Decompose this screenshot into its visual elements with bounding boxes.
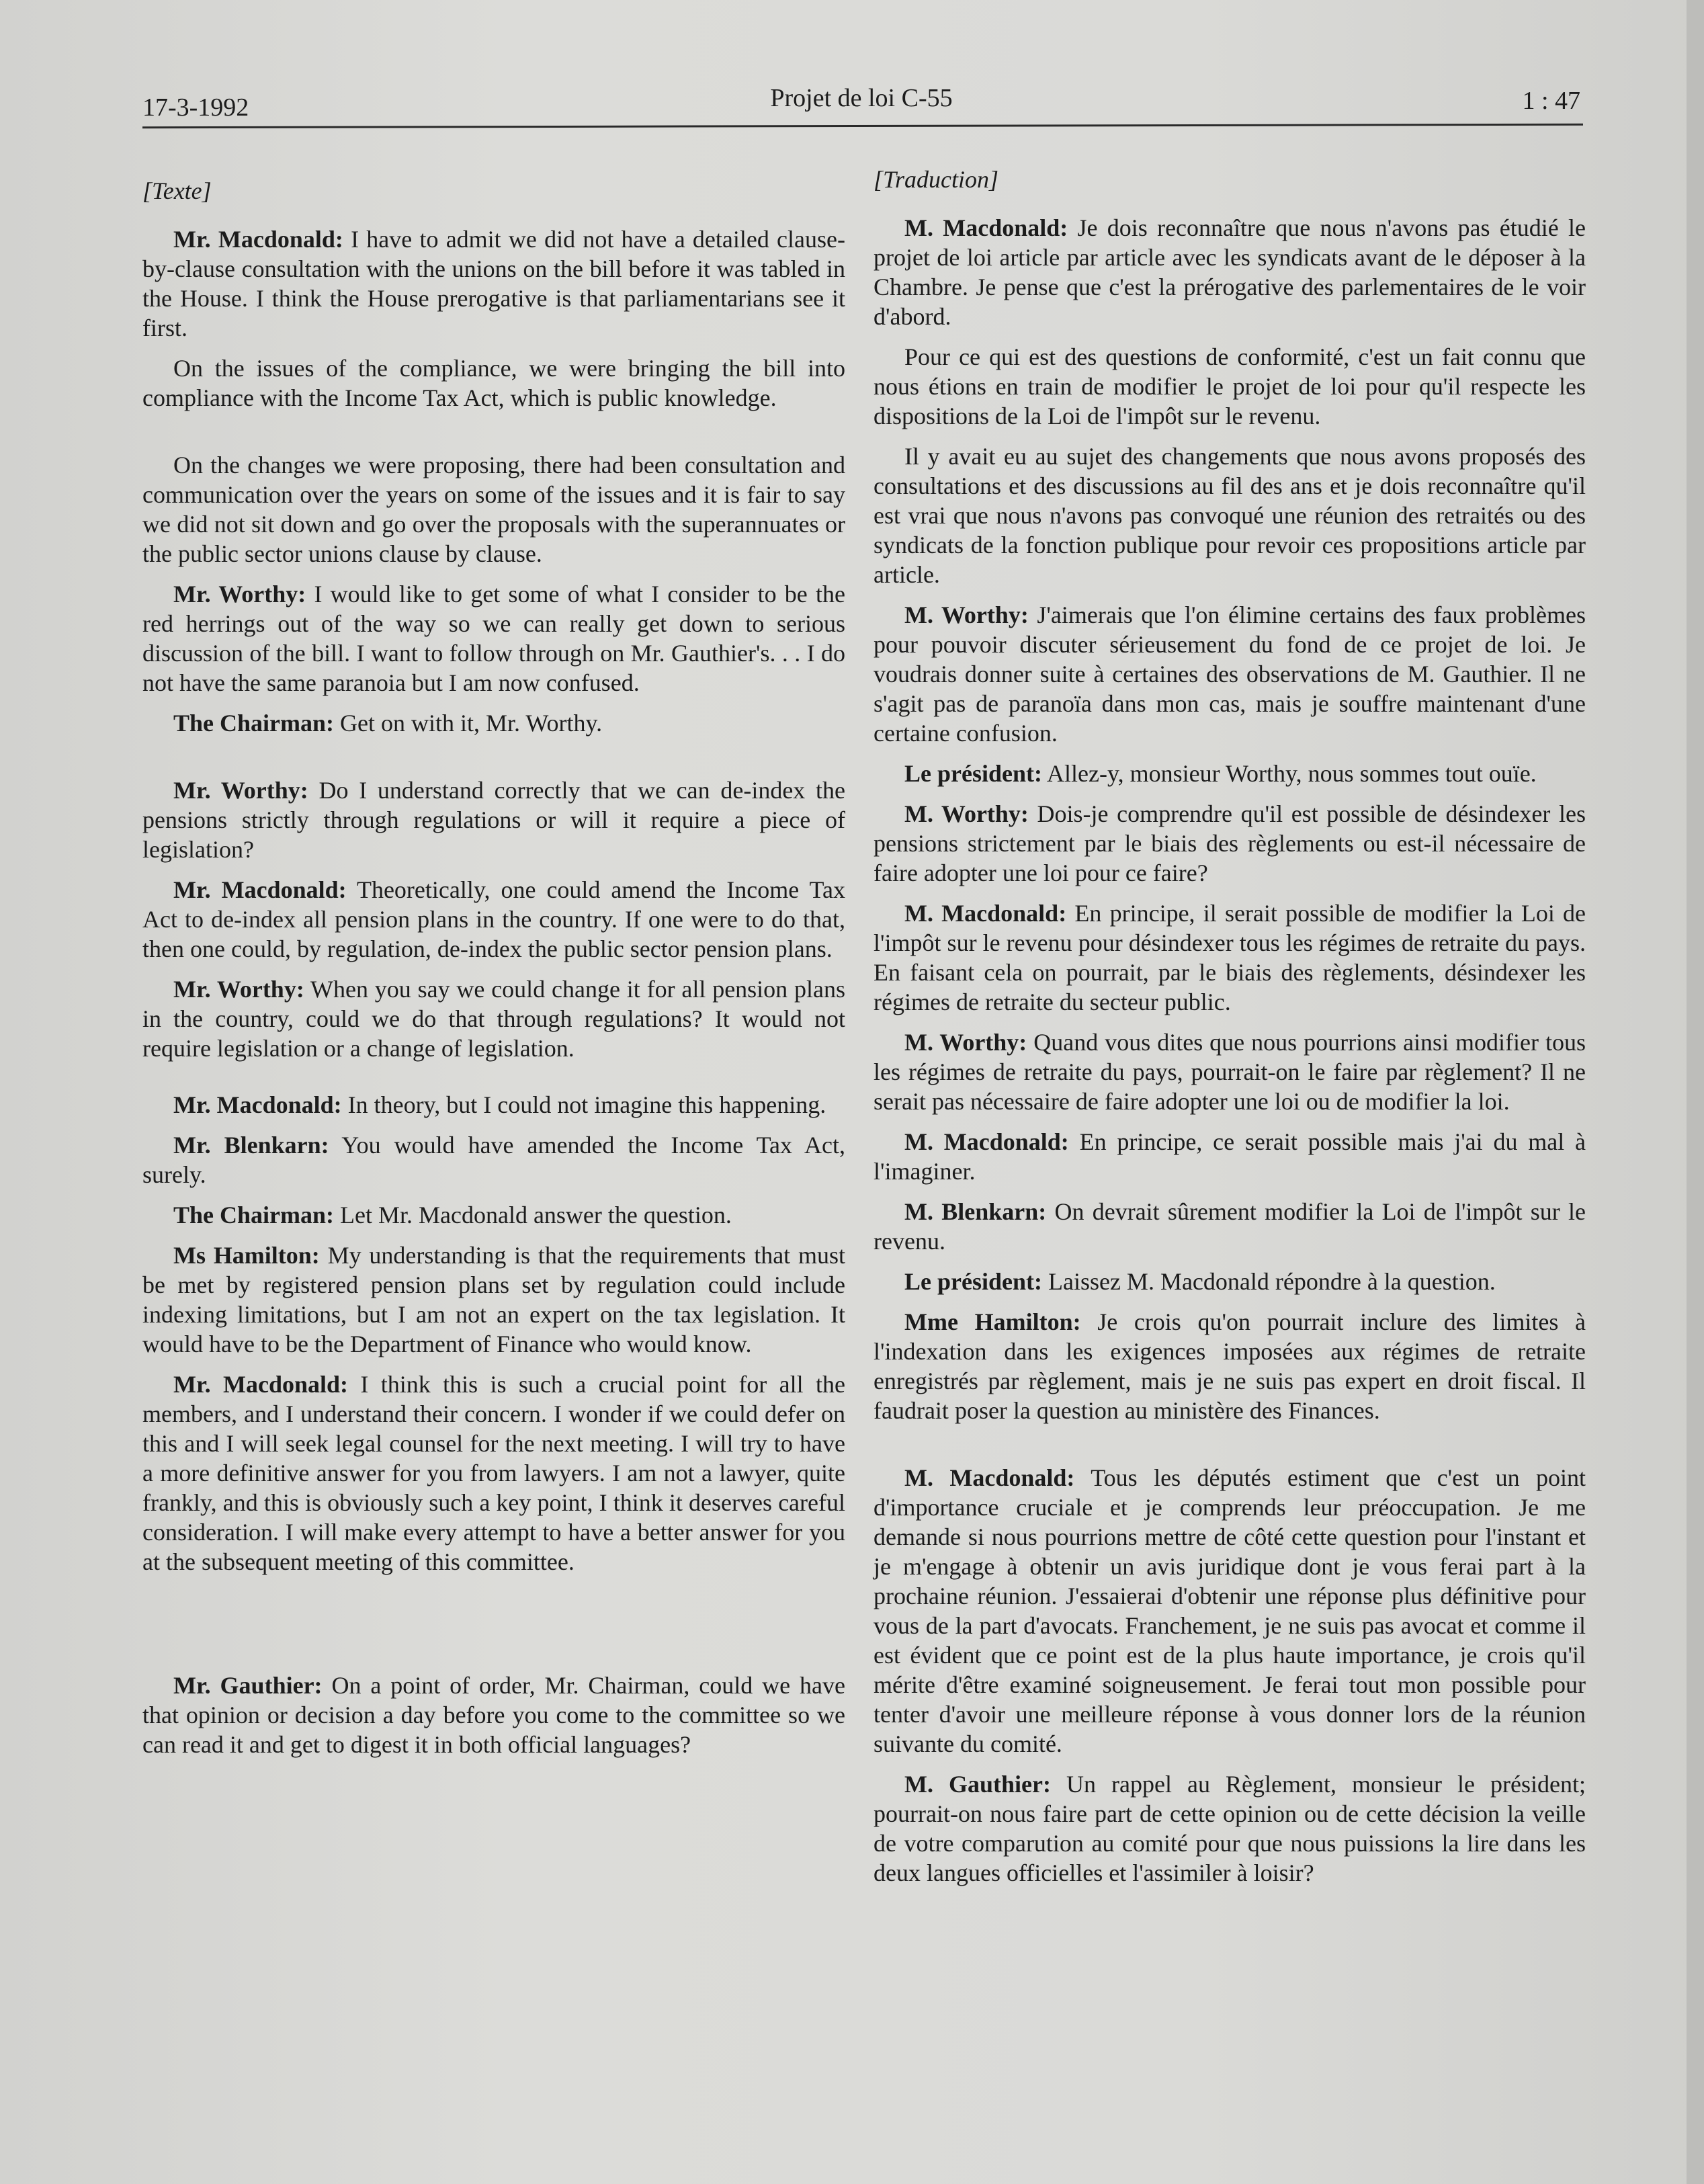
paragraph — [874, 799, 1586, 888]
speech-text: Je crois qu'on pourrait inclure des limites à l'indexation dans les exigences imposées aux régimes de retraite enregistrés par règlement, mais je ne suis pas expert en droit fiscal. Il faudrait poser la question au ministère des Finances. — [874, 1308, 1586, 1424]
speech-text: Je dois reconnaître que nous n'avons pas étudié le projet de loi article par article avec les syndicats avant de le déposer à la Chambre. Je pense que c'est la prérogative des parlementaires de le voir d'abord. — [874, 214, 1586, 330]
header-date: 17-3-1992 — [142, 93, 249, 122]
paragraph — [142, 775, 845, 864]
paragraph — [142, 1370, 845, 1577]
speech-text: Do I understand correctly that we can de-index the pensions strictly through regulations or will it require a piece of legislation? — [142, 777, 846, 863]
speaker-name: Mr. Worthy: — [173, 777, 308, 804]
speaker-name: The Chairman: — [173, 710, 335, 737]
text-label: [Texte] — [142, 177, 212, 204]
speech-text: On the changes we were proposing, there had been consultation and communication over the years on some of the issues and it is fair to say we did not sit down and go over the proposals with the superannuates or the public sector unions clause by clause. — [142, 452, 845, 567]
speech-text: Pour ce qui est des questions de conformité, c'est un fait connu que nous étions en train de modifier le projet de loi pour qu'il respecte les dispositions de la Loi de l'impôt sur le revenu. — [874, 343, 1586, 429]
paragraph — [874, 1027, 1586, 1116]
paragraph — [142, 450, 845, 569]
page-edge-shadow — [1687, 0, 1704, 2184]
french-column — [874, 165, 1586, 1898]
paragraph — [142, 875, 845, 964]
paragraph — [142, 1241, 845, 1359]
speaker-name: Mr. Macdonald: — [173, 1091, 342, 1118]
paragraph — [874, 213, 1586, 331]
speaker-name: M. Macdonald: — [904, 214, 1068, 241]
paragraph — [874, 1463, 1586, 1759]
speech-text: Laissez M. Macdonald répondre à la question. — [1041, 1268, 1496, 1295]
speaker-name: Mr. Macdonald: — [173, 1371, 349, 1398]
paragraph — [874, 1267, 1586, 1296]
paragraph — [874, 1197, 1586, 1256]
speaker-name: M. Macdonald: — [904, 1128, 1069, 1155]
speech-text: On the issues of the compliance, we were bringing the bill into compliance with the Income Tax Act, which is public knowledge. — [142, 355, 845, 411]
paragraph — [142, 1090, 845, 1120]
paragraph — [142, 579, 845, 698]
paragraph — [874, 342, 1586, 431]
paragraph — [874, 1127, 1586, 1186]
speech-text: On a point of order, Mr. Chairman, could we have that opinion or decision a day before you come to the committee so we can read it and get to digest it in both official languages? — [142, 1672, 845, 1758]
speech-text: When you say we could change it for all pension plans in the country, could we do that through regulations? It would not require legislation or a change of legislation. — [142, 976, 845, 1062]
speech-text: On devrait sûrement modifier la Loi de l'impôt sur le revenu. — [874, 1198, 1586, 1255]
speech-text: Dois-je comprendre qu'il est possible de désindexer les pensions strictement par le biais des règlements ou est-il nécessaire de faire adopter une loi pour ce faire? — [874, 800, 1586, 886]
paragraph — [874, 600, 1586, 748]
speaker-name: Le président: — [904, 760, 1042, 787]
paragraph — [142, 1200, 845, 1230]
speech-text: Let Mr. Macdonald answer the question. — [334, 1202, 732, 1228]
speaker-name: Mr. Blenkarn: — [173, 1132, 329, 1159]
speech-text: Allez-y, monsieur Worthy, nous sommes tout ouïe. — [1041, 760, 1537, 787]
speech-text: Theoretically, one could amend the Income Tax Act to de-index all pension plans in the country. If one were to do that, then one could, by regulation, de-index the public sector pension plans. — [142, 876, 845, 962]
paragraph — [142, 1671, 845, 1759]
paragraph — [142, 974, 845, 1063]
header-page-number: 1 : 47 — [1522, 87, 1580, 115]
speech-text: I have to admit we did not have a detailed clause-by-clause consultation with the unions on the bill before it was tabled in the House. I think the House prerogative is that parliamentarians see it first. — [142, 226, 845, 341]
paragraph — [874, 442, 1586, 589]
paragraph — [142, 353, 845, 413]
paragraph — [874, 898, 1586, 1017]
paragraph — [142, 224, 845, 343]
speaker-name: M. Worthy: — [904, 1029, 1027, 1056]
speaker-name: M. Blenkarn: — [904, 1198, 1047, 1225]
speaker-name: Mme Hamilton: — [904, 1308, 1081, 1335]
speaker-name: Le président: — [904, 1268, 1042, 1295]
paragraph — [874, 1769, 1586, 1888]
speech-text: Quand vous dites que nous pourrions ainsi modifier tous les régimes de retraite du pays, pourrait-on le faire par règlement? Il ne serait pas nécessaire de faire adopter une loi ou de modifier la loi. — [874, 1029, 1586, 1115]
speaker-name: M. Macdonald: — [904, 900, 1067, 927]
speech-text: En principe, ce serait possible mais j'ai du mal à l'imaginer. — [874, 1128, 1586, 1185]
speaker-name: M. Gauthier: — [904, 1771, 1051, 1798]
speaker-name: Mr. Worthy: — [173, 581, 306, 607]
speaker-name: Mr. Worthy: — [173, 976, 304, 1003]
paragraph — [142, 1130, 845, 1189]
paragraph — [874, 1307, 1586, 1425]
speaker-name: M. Worthy: — [904, 800, 1029, 827]
speech-text: I would like to get some of what I consider to be the red herrings out of the way so we can really get down to serious discussion of the bill. I want to follow through on Mr. Gauthier's. . . I do not have the same paranoia but I am now confused. — [142, 581, 845, 696]
speaker-name: The Chairman: — [173, 1202, 335, 1228]
speaker-name: Mr. Macdonald: — [173, 876, 347, 903]
speech-text: My understanding is that the requirements that must be met by registered pension plans set by regulation could include indexing limitations, but I am not an expert on the tax legislation. It would have to be the Department of Finance who would know. — [142, 1242, 845, 1357]
speech-text: I think this is such a crucial point for all the members, and I understand their concern. I wonder if we could defer on this and I will seek legal counsel for the next meeting. I will try to have a more definitive answer for you from lawyers. I am not a lawyer, quite frankly, and this is obviously such a key point, I think it deserves careful consideration. I will make every attempt to have a better answer for you at the subsequent meeting of this committee. — [142, 1371, 845, 1575]
speaker-name: Ms Hamilton: — [173, 1242, 320, 1269]
speech-text: J'aimerais que l'on élimine certains des faux problèmes pour pouvoir discuter sérieusement du fond de ce projet de loi. Je voudrais donner suite à certaines des observations de M. Gauthier. Il ne s'agit pas de paranoïa dans mon cas, mais je souffre maintenant d'une certaine confusion. — [874, 601, 1586, 747]
speech-text: You would have amended the Income Tax Act, surely. — [142, 1132, 845, 1188]
speech-text: En principe, il serait possible de modifier la Loi de l'impôt sur le revenu pour désindexer tous les régimes de retraite du pays. En faisant cela on pourrait, par le biais des règlements, désindexer les régimes de retraite du secteur public. — [874, 900, 1586, 1015]
speech-text: Un rappel au Règlement, monsieur le président; pourrait-on nous faire part de cette opinion ou de cette décision la veille de votre comparution au comité pour que nous puissions la lire dans les deux langues officielles et l'assimiler à loisir? — [874, 1771, 1586, 1886]
speech-text: Tous les députés estiment que c'est un point d'importance cruciale et je comprends leur préoccupation. Je me demande si nous pourrions mettre de côté cette question pour l'instant et je m'engage à obtenir un avis juridique dont je vous ferai part à la prochaine réunion. J'essaierai d'obtenir une réponse plus définitive pour vous de la part d'avocats. Franchement, je ne suis pas avocat et comme il est évident que ce point est de la plus haute importance, je crois qu'il mérite d'être examiné soigneusement. Je ferai tout mon possible pour tenter d'avoir une meilleure réponse à vous donner lors de la réunion suivante du comité. — [874, 1464, 1586, 1757]
speech-text: In theory, but I could not imagine this happening. — [341, 1091, 826, 1118]
speaker-name: Mr. Gauthier: — [173, 1672, 323, 1699]
paragraph — [142, 708, 845, 738]
paragraph — [874, 759, 1586, 788]
english-column — [142, 176, 845, 1770]
speaker-name: M. Worthy: — [904, 601, 1029, 628]
speech-text: Get on with it, Mr. Worthy. — [334, 710, 603, 737]
speaker-name: Mr. Macdonald: — [173, 226, 343, 253]
speaker-name: M. Macdonald: — [904, 1464, 1075, 1491]
header-title: Projet de loi C-55 — [770, 84, 953, 112]
translation-label: [Traduction] — [874, 166, 999, 193]
speech-text: Il y avait eu au sujet des changements que nous avons proposés des consultations et des discussions au fil des ans et je dois reconnaître qu'il est vrai que nous n'avons pas convoqué une réunion des retraités ou des syndicats de la fonction publique pour revoir ces propositions article par article. — [874, 443, 1586, 588]
